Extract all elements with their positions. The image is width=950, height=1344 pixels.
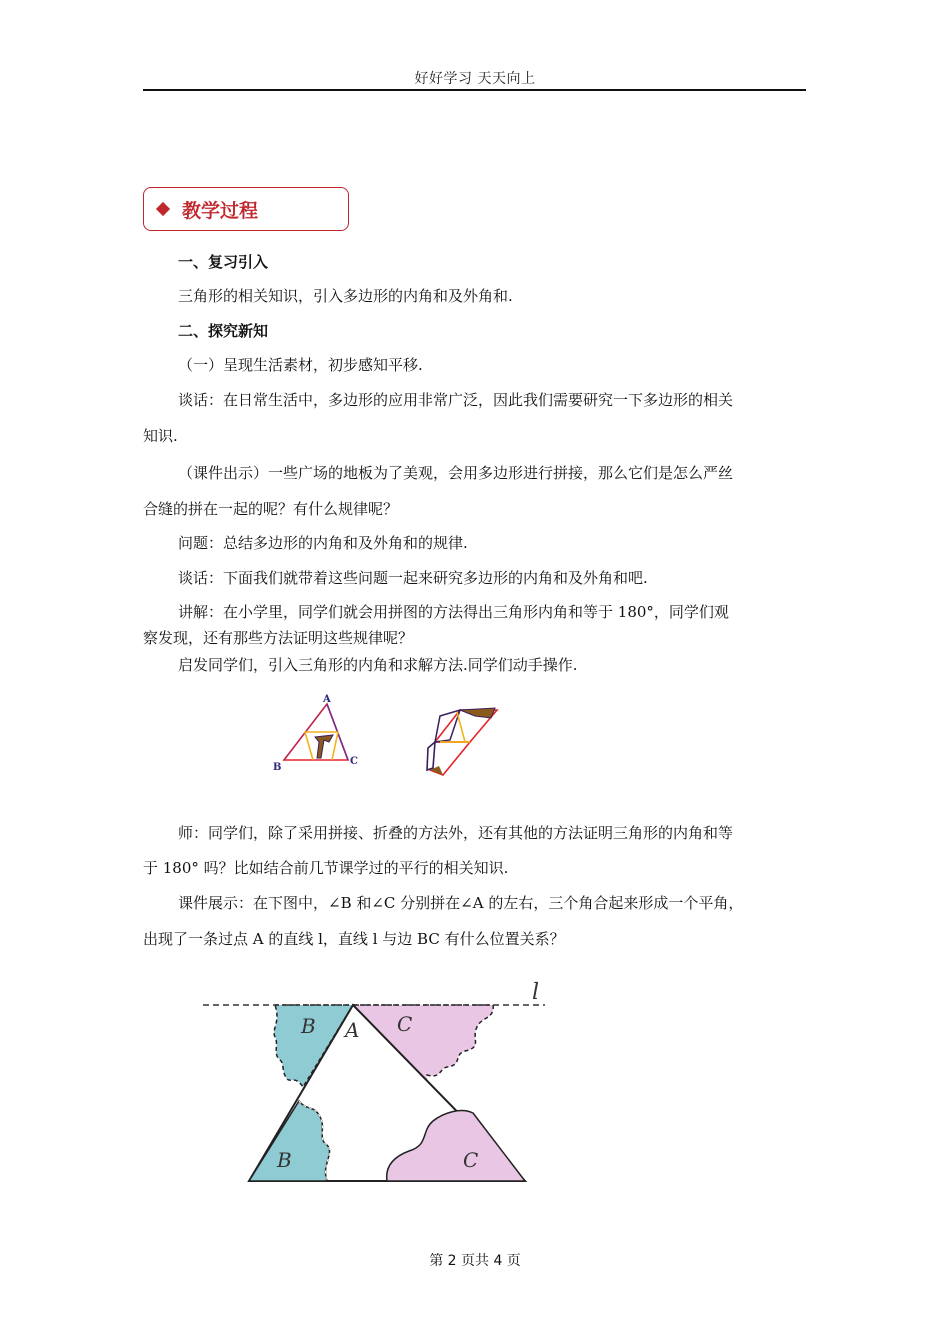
- parallel-line-figure: [195, 975, 555, 1195]
- paragraph-sub1: （一）呈现生活素材，初步感知平移.: [178, 356, 423, 374]
- paragraph-question: 问题：总结多边形的内角和及外角和的规律.: [178, 534, 468, 552]
- fold-line-right: [332, 732, 338, 760]
- torn-edge: [427, 742, 435, 770]
- paragraph-courseware-line1: （课件出示）一些广场的地板为了美观，会用多边形进行拼接，那么它们是怎么严丝: [178, 464, 734, 482]
- paragraph-courseware-line2: 合缝的拼在一起的呢？有什么规律呢？: [143, 500, 399, 518]
- section-title: 教学过程: [182, 199, 259, 222]
- paragraph-show-line1: 课件展示：在下图中，∠B 和∠C 分别拼在∠A 的左右，三个角合起来形成一个平角，: [178, 894, 744, 912]
- paragraph-talk1-line2: 知识.: [143, 427, 178, 445]
- label-c-bottom: C: [463, 1148, 479, 1172]
- heading-explore: 二、探究新知: [178, 322, 269, 340]
- label-b-top: B: [301, 1014, 316, 1038]
- paragraph-teacher-line1: 师：同学们，除了采用拼接、折叠的方法外，还有其他的方法证明三角形的内角和等: [178, 824, 734, 842]
- fold-line-left: [305, 732, 313, 760]
- diamond-icon: [156, 202, 170, 216]
- paragraph-talk1-line1: 谈话：在日常生活中，多边形的应用非常广泛，因此我们需要研究一下多边形的相关: [178, 391, 734, 409]
- torn-corner-top: [460, 708, 495, 718]
- torn-fold-line-2: [457, 712, 465, 742]
- label-a: A: [323, 694, 331, 705]
- paragraph-teacher-line2: 于 180° 吗？比如结合前几节课学过的平行的相关知识.: [143, 859, 509, 877]
- label-c-top: C: [397, 1012, 413, 1036]
- paragraph-review: 三角形的相关知识，引入多边形的内角和及外角和.: [178, 287, 513, 305]
- label-b: B: [273, 762, 282, 773]
- header-divider: [143, 89, 806, 91]
- section-title-box: [143, 187, 349, 231]
- label-a: A: [345, 1018, 360, 1042]
- label-c: C: [350, 756, 358, 767]
- heading-review: 一、复习引入: [178, 253, 269, 271]
- page-footer: 第 2 页共 4 页: [429, 1253, 521, 1269]
- page-header: 好好学习 天天向上: [414, 71, 536, 87]
- folded-piece: [315, 735, 333, 758]
- paragraph-explain-line2: 察发现，还有那些方法证明这些规律呢？: [143, 629, 414, 647]
- paragraph-explain-line1: 讲解：在小学里，同学们就会用拼图的方法得出三角形内角和等于 180°，同学们观: [178, 603, 729, 621]
- paragraph-talk2: 谈话：下面我们就带着这些问题一起来研究多边形的内角和及外角和吧.: [178, 569, 648, 587]
- triangle-folding-figure: [265, 690, 515, 780]
- label-l: l: [532, 980, 540, 1005]
- label-b-bottom: B: [277, 1148, 292, 1172]
- paragraph-inspire: 启发同学们，引入三角形的内角和求解方法.同学们动手操作.: [178, 656, 578, 674]
- paragraph-show-line2: 出现了一条过点 A 的直线 l，直线 l 与边 BC 有什么位置关系？: [143, 930, 565, 948]
